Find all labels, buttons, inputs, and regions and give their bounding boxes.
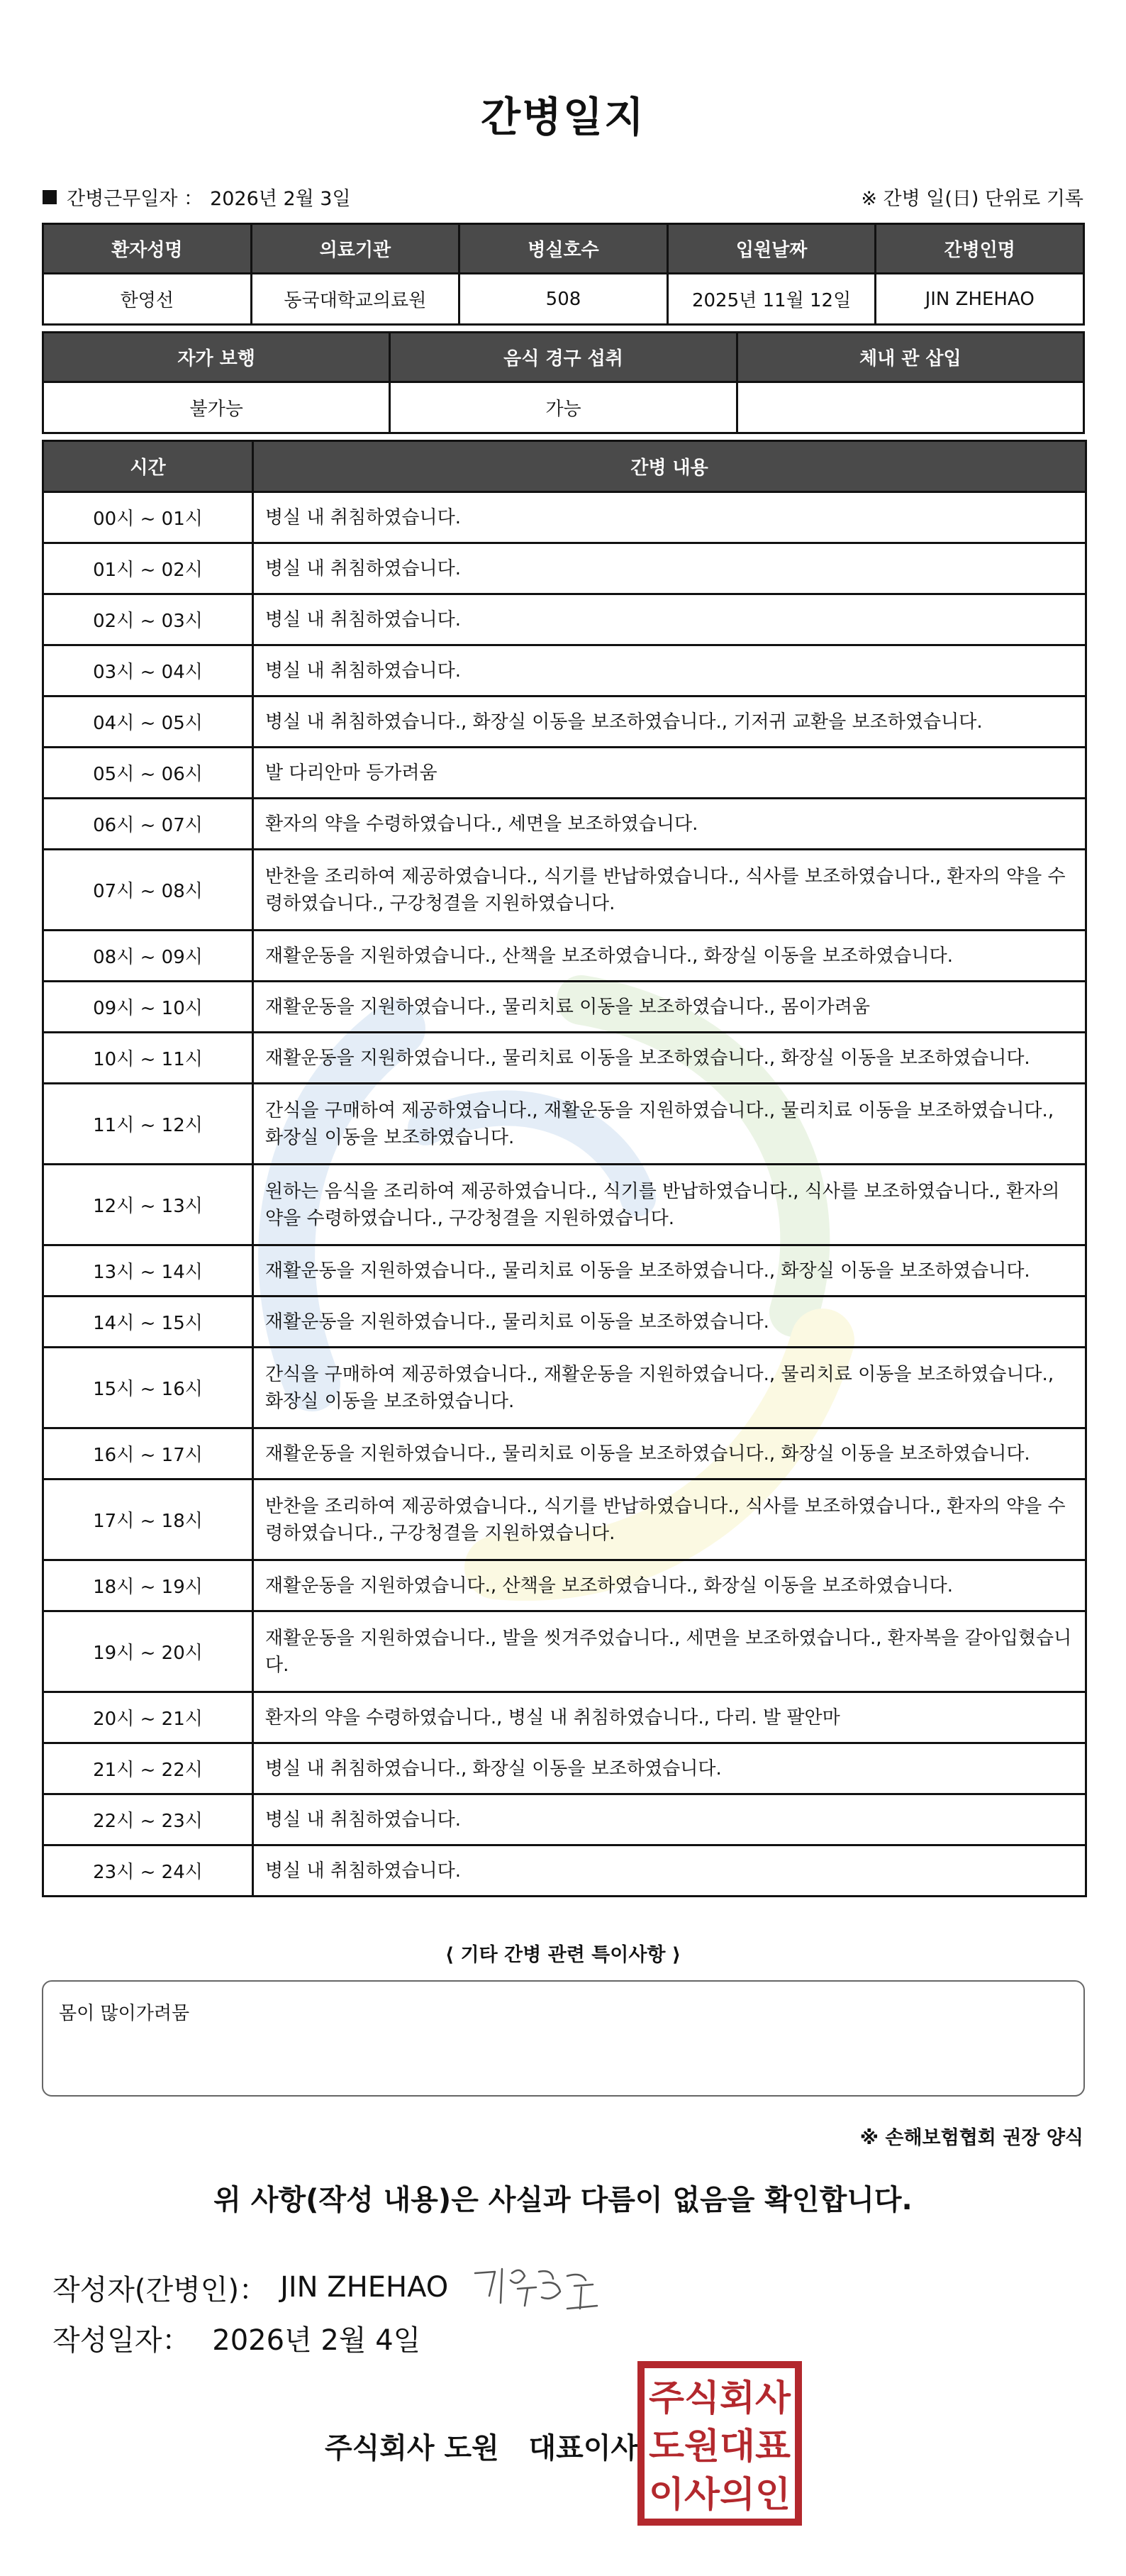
content-cell: 재활운동을 지원하였습니다., 발을 씻겨주었습니다., 세면을 보조하였습니다., 환자복을 갈아입혔습니다. <box>253 1611 1086 1692</box>
time-cell: 22시 ~ 23시 <box>43 1794 253 1845</box>
header-tube: 체내 관 삽입 <box>737 333 1083 382</box>
writer-line <box>52 2259 603 2316</box>
time-cell: 17시 ~ 18시 <box>43 1479 253 1560</box>
table-row <box>43 1845 1086 1897</box>
table-row <box>43 1743 1086 1794</box>
oral-intake-value: 가능 <box>390 382 737 433</box>
header-walking: 자가 보행 <box>43 333 390 382</box>
written-date <box>52 2318 420 2358</box>
table-row <box>43 1560 1086 1611</box>
content-cell: 병실 내 취침하였습니다. <box>253 1845 1086 1897</box>
time-cell: 07시 ~ 08시 <box>43 850 253 931</box>
time-cell: 13시 ~ 14시 <box>43 1245 253 1297</box>
page-title: 간병일지 <box>480 93 646 141</box>
content-cell: 재활운동을 지원하였습니다., 물리치료 이동을 보조하였습니다., 화장실 이동을 보조하였습니다. <box>253 1245 1086 1297</box>
time-cell: 14시 ~ 15시 <box>43 1297 253 1348</box>
patient-info-table <box>42 223 1085 326</box>
content-cell: 반찬을 조리하여 제공하였습니다., 식기를 반납하였습니다., 식사를 보조하였습니다., 환자의 약을 수령하였습니다., 구강청결을 지원하였습니다. <box>253 1479 1086 1560</box>
header-admission-date: 입원날짜 <box>667 224 876 274</box>
time-cell: 21시 ~ 22시 <box>43 1743 253 1794</box>
time-cell: 01시 ~ 02시 <box>43 543 253 594</box>
table-row <box>43 1794 1086 1845</box>
content-cell: 병실 내 취침하였습니다. <box>253 594 1086 645</box>
time-cell: 08시 ~ 09시 <box>43 931 253 982</box>
time-cell: 00시 ~ 01시 <box>43 492 253 543</box>
content-cell: 병실 내 취침하였습니다. <box>253 1794 1086 1845</box>
memo-box: 몸이 많이가려뭄 <box>42 1980 1085 2097</box>
svg-text:도원대표: 도원대표 <box>649 2426 791 2467</box>
time-cell: 12시 ~ 13시 <box>43 1165 253 1245</box>
table-row <box>43 748 1086 799</box>
table-row <box>43 982 1086 1033</box>
writer-label: 작성자(간병인)： <box>52 2273 268 2306</box>
time-cell: 04시 ~ 05시 <box>43 696 253 748</box>
content-cell: 반찬을 조리하여 제공하였습니다., 식기를 반납하였습니다., 식사를 보조하였습니다., 환자의 약을 수령하였습니다., 구강청결을 지원하였습니다. <box>253 850 1086 931</box>
table-row <box>43 492 1086 543</box>
content-cell: 환자의 약을 수령하였습니다., 세면을 보조하였습니다. <box>253 799 1086 850</box>
header-patient-name: 환자성명 <box>43 224 252 274</box>
time-cell: 10시 ~ 11시 <box>43 1033 253 1084</box>
content-cell: 재활운동을 지원하였습니다., 물리치료 이동을 보조하였습니다. <box>253 1297 1086 1348</box>
table-row <box>43 1245 1086 1297</box>
time-cell: 23시 ~ 24시 <box>43 1845 253 1897</box>
content-cell: 병실 내 취침하였습니다., 화장실 이동을 보조하였습니다., 기저귀 교환을 보조하였습니다. <box>253 696 1086 748</box>
patient-name: 한영선 <box>43 274 252 325</box>
svg-text:이사의인: 이사의인 <box>649 2474 791 2515</box>
content-cell: 간식을 구매하여 제공하였습니다., 재활운동을 지원하였습니다., 물리치료 이동을 보조하였습니다., 화장실 이동을 보조하였습니다. <box>253 1084 1086 1165</box>
table-row <box>43 1428 1086 1479</box>
table-row <box>43 1611 1086 1692</box>
table-row <box>43 1479 1086 1560</box>
hospital: 동국대학교의료원 <box>251 274 459 325</box>
header-caregiver: 간병인명 <box>876 224 1084 274</box>
content-cell: 재활운동을 지원하였습니다., 산책을 보조하였습니다., 화장실 이동을 보조하였습니다. <box>253 931 1086 982</box>
content-cell: 재활운동을 지원하였습니다., 물리치료 이동을 보조하였습니다., 화장실 이동을 보조하였습니다. <box>253 1033 1086 1084</box>
admission-date: 2025년 11월 12일 <box>667 274 876 325</box>
content-cell: 재활운동을 지원하였습니다., 산책을 보조하였습니다., 화장실 이동을 보조하였습니다. <box>253 1560 1086 1611</box>
company-representative: 주식회사 도원 대표이사 <box>325 2432 639 2465</box>
content-cell: 발 다리안마 등가려움 <box>253 748 1086 799</box>
company-seal-stamp <box>637 2360 803 2526</box>
header-room: 병실호수 <box>459 224 668 274</box>
time-cell: 15시 ~ 16시 <box>43 1348 253 1428</box>
content-cell: 병실 내 취침하였습니다. <box>253 645 1086 696</box>
header-hospital: 의료기관 <box>251 224 459 274</box>
recommend-note: ※ 손해보험협회 권장 양식 <box>859 2127 1083 2149</box>
table-row <box>43 594 1086 645</box>
table-row <box>43 1692 1086 1743</box>
time-cell: 09시 ~ 10시 <box>43 982 253 1033</box>
time-cell: 11시 ~ 12시 <box>43 1084 253 1165</box>
caregiver-name: JIN ZHEHAO <box>876 274 1084 325</box>
time-cell: 03시 ~ 04시 <box>43 645 253 696</box>
content-cell: 병실 내 취침하였습니다. <box>253 492 1086 543</box>
table-row <box>43 1165 1086 1245</box>
svg-text:주식회사: 주식회사 <box>649 2377 791 2419</box>
header-oral-intake: 음식 경구 섭취 <box>390 333 737 382</box>
content-cell: 환자의 약을 수령하였습니다., 병실 내 취침하였습니다., 다리. 발 팔안마 <box>253 1692 1086 1743</box>
written-date-label: 작성일자： <box>52 2324 191 2357</box>
time-cell: 02시 ~ 03시 <box>43 594 253 645</box>
table-row <box>43 850 1086 931</box>
hourly-log-table <box>42 440 1087 1897</box>
table-row <box>43 931 1086 982</box>
room-number: 508 <box>459 274 668 325</box>
table-row <box>43 1297 1086 1348</box>
patient-condition-table <box>42 331 1085 434</box>
content-cell: 원하는 음식을 조리하여 제공하였습니다., 식기를 반납하였습니다., 식사를 보조하였습니다., 환자의 약을 수령하였습니다., 구강청결을 지원하였습니다. <box>253 1165 1086 1245</box>
content-cell: 재활운동을 지원하였습니다., 물리치료 이동을 보조하였습니다., 화장실 이동을 보조하였습니다. <box>253 1428 1086 1479</box>
table-row <box>43 1084 1086 1165</box>
content-cell: 간식을 구매하여 제공하였습니다., 재활운동을 지원하였습니다., 물리치료 이동을 보조하였습니다., 화장실 이동을 보조하였습니다. <box>253 1348 1086 1428</box>
table-row <box>43 1348 1086 1428</box>
walking-value: 불가능 <box>43 382 390 433</box>
table-row <box>43 1033 1086 1084</box>
time-cell: 06시 ~ 07시 <box>43 799 253 850</box>
table-row <box>43 543 1086 594</box>
handwritten-signature <box>468 2259 603 2316</box>
time-cell: 18시 ~ 19시 <box>43 1560 253 1611</box>
content-cell: 병실 내 취침하였습니다., 화장실 이동을 보조하였습니다. <box>253 1743 1086 1794</box>
content-cell: 재활운동을 지원하였습니다., 물리치료 이동을 보조하였습니다., 몸이가려움 <box>253 982 1086 1033</box>
work-date-label: 간병근무일자 ： <box>67 188 204 210</box>
work-date <box>43 183 351 211</box>
writer-name: JIN ZHEHAO <box>280 2271 449 2304</box>
confirm-statement: 위 사항(작성 내용)은 사실과 다름이 없음을 확인합니다. <box>213 2184 913 2216</box>
tube-value <box>737 382 1083 433</box>
header-content: 간병 내용 <box>253 441 1086 492</box>
table-row <box>43 799 1086 850</box>
table-row <box>43 696 1086 748</box>
memo-title: ⟨ 기타 간병 관련 특이사항 ⟩ <box>445 1944 681 1966</box>
content-cell: 병실 내 취침하였습니다. <box>253 543 1086 594</box>
time-cell: 19시 ~ 20시 <box>43 1611 253 1692</box>
square-bullet-icon <box>43 190 57 204</box>
time-cell: 05시 ~ 06시 <box>43 748 253 799</box>
unit-note: ※ 간병 일(日) 단위로 기록 <box>861 188 1083 210</box>
time-cell: 16시 ~ 17시 <box>43 1428 253 1479</box>
work-date-value: 2026년 2월 3일 <box>210 188 351 210</box>
table-row <box>43 645 1086 696</box>
time-cell: 20시 ~ 21시 <box>43 1692 253 1743</box>
written-date-value: 2026년 2월 4일 <box>212 2324 421 2357</box>
header-time: 시간 <box>43 441 253 492</box>
